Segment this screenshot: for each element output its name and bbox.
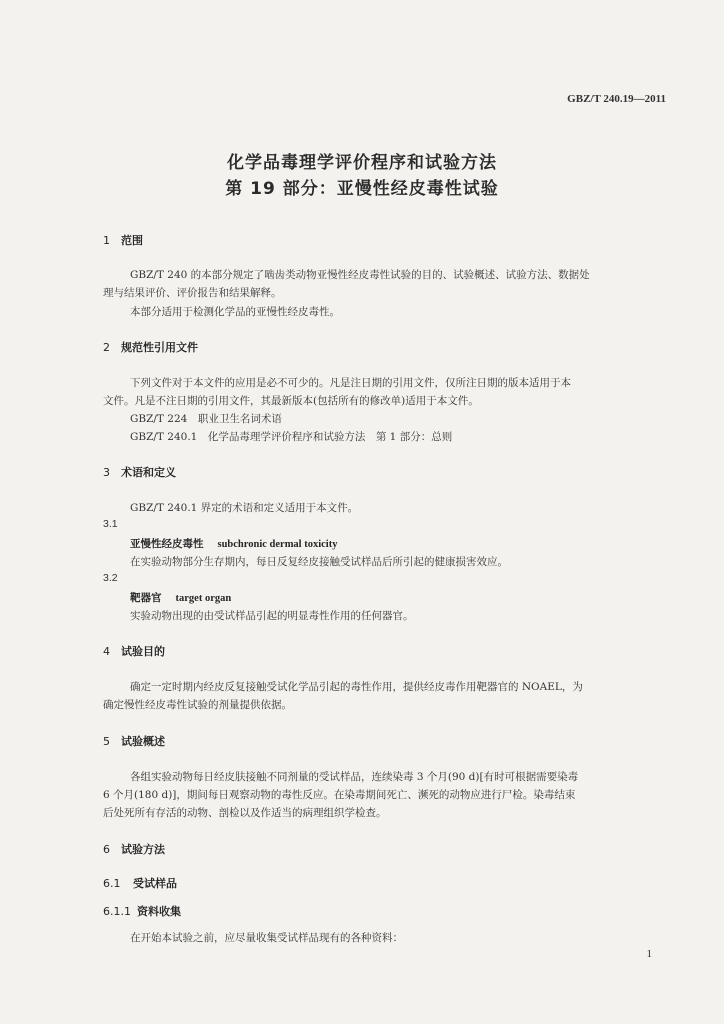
- paragraph: GBZ/T 240 的本部分规定了啮齿类动物亚慢性经皮毒性试验的目的、试验概述、试验方法、数据处: [130, 269, 590, 281]
- paragraph: 在开始本试验之前，应尽量收集受试样品现有的各种资料：: [130, 932, 403, 944]
- section-number: 1: [103, 234, 110, 247]
- document-title-line1: 化学品毒理学评价程序和试验方法: [227, 153, 497, 173]
- section-6-heading: [103, 841, 165, 857]
- paragraph: 6 个月(180 d)]，期间每日观察动物的毒性反应。在染毒期间死亡、濒死的动物应进行尸检。染毒结束: [103, 789, 576, 801]
- section-number: 2: [103, 341, 110, 354]
- section-1-heading: [103, 232, 143, 248]
- section-number: 5: [103, 735, 110, 748]
- term-english: target organ: [175, 593, 232, 604]
- section-number: 3: [103, 466, 110, 479]
- standard-code: GBZ/T 240.19—2011: [567, 93, 666, 105]
- reference-item: GBZ/T 224 职业卫生名词术语: [130, 413, 282, 425]
- clause-number: 3.1: [103, 518, 118, 530]
- paragraph: 后处死所有存活的动物、剖检以及作适当的病理组织学检查。: [103, 807, 387, 819]
- term-english: subchronic dermal toxicity: [217, 539, 338, 550]
- clause-number: 3.2: [103, 572, 118, 584]
- paragraph: 文件。凡是不注日期的引用文件，其最新版本(包括所有的修改单)适用于本文件。: [103, 395, 479, 407]
- section-2-heading: [103, 339, 198, 355]
- paragraph: 各组实验动物每日经皮肤接触不同剂量的受试样品，连续染毒 3 个月(90 d)[有时可根据需要染毒: [130, 771, 579, 783]
- paragraph: 确定慢性经皮毒性试验的剂量提供依据。: [103, 699, 292, 711]
- page-number: 1: [646, 948, 652, 960]
- term-entry: [130, 590, 231, 605]
- section-title: 试验方法: [121, 843, 165, 856]
- paragraph: 确定一定时期内经皮反复接触受试化学品引起的毒性作用，提供经皮毒作用靶器官的 NOAEL，为: [130, 681, 583, 693]
- term-entry: [130, 536, 337, 551]
- section-number: 4: [103, 645, 110, 658]
- term-definition: 在实验动物部分生存期内，每日反复经皮接触受试样品后所引起的健康损害效应。: [130, 556, 508, 568]
- section-title: 术语和定义: [121, 466, 176, 479]
- paragraph: 下列文件对于本文件的应用是必不可少的。凡是注日期的引用文件，仅所注日期的版本适用于本: [130, 377, 571, 389]
- section-title: 规范性引用文件: [121, 341, 198, 354]
- paragraph: 本部分适用于检测化学品的亚慢性经皮毒性。: [130, 306, 340, 318]
- section-5-heading: [103, 733, 165, 749]
- paragraph: 理与结果评价、评价报告和结果解释。: [103, 287, 282, 299]
- section-title: 试验目的: [121, 645, 165, 658]
- term-chinese: 靶器官: [130, 592, 162, 604]
- section-4-heading: [103, 643, 165, 659]
- section-3-heading: [103, 464, 176, 480]
- subsection-title: 受试样品: [133, 877, 177, 890]
- section-title: 范围: [121, 234, 143, 247]
- document-title-line2: 第 19 部分：亚慢性经皮毒性试验: [225, 179, 499, 199]
- section-number: 6: [103, 843, 110, 856]
- subsection-title: 资料收集: [137, 905, 181, 918]
- paragraph: GBZ/T 240.1 界定的术语和定义适用于本文件。: [130, 502, 359, 514]
- section-title: 试验概述: [121, 735, 165, 748]
- subsection-6-1-1-heading: [103, 903, 181, 919]
- subsection-number: 6.1: [103, 877, 121, 890]
- term-chinese: 亚慢性经皮毒性: [130, 538, 204, 550]
- term-definition: 实验动物出现的由受试样品引起的明显毒性作用的任何器官。: [130, 610, 414, 622]
- subsection-number: 6.1.1: [103, 905, 131, 918]
- subsection-6-1-heading: [103, 875, 177, 891]
- reference-item: GBZ/T 240.1 化学品毒理学评价程序和试验方法 第 1 部分：总则: [130, 431, 453, 443]
